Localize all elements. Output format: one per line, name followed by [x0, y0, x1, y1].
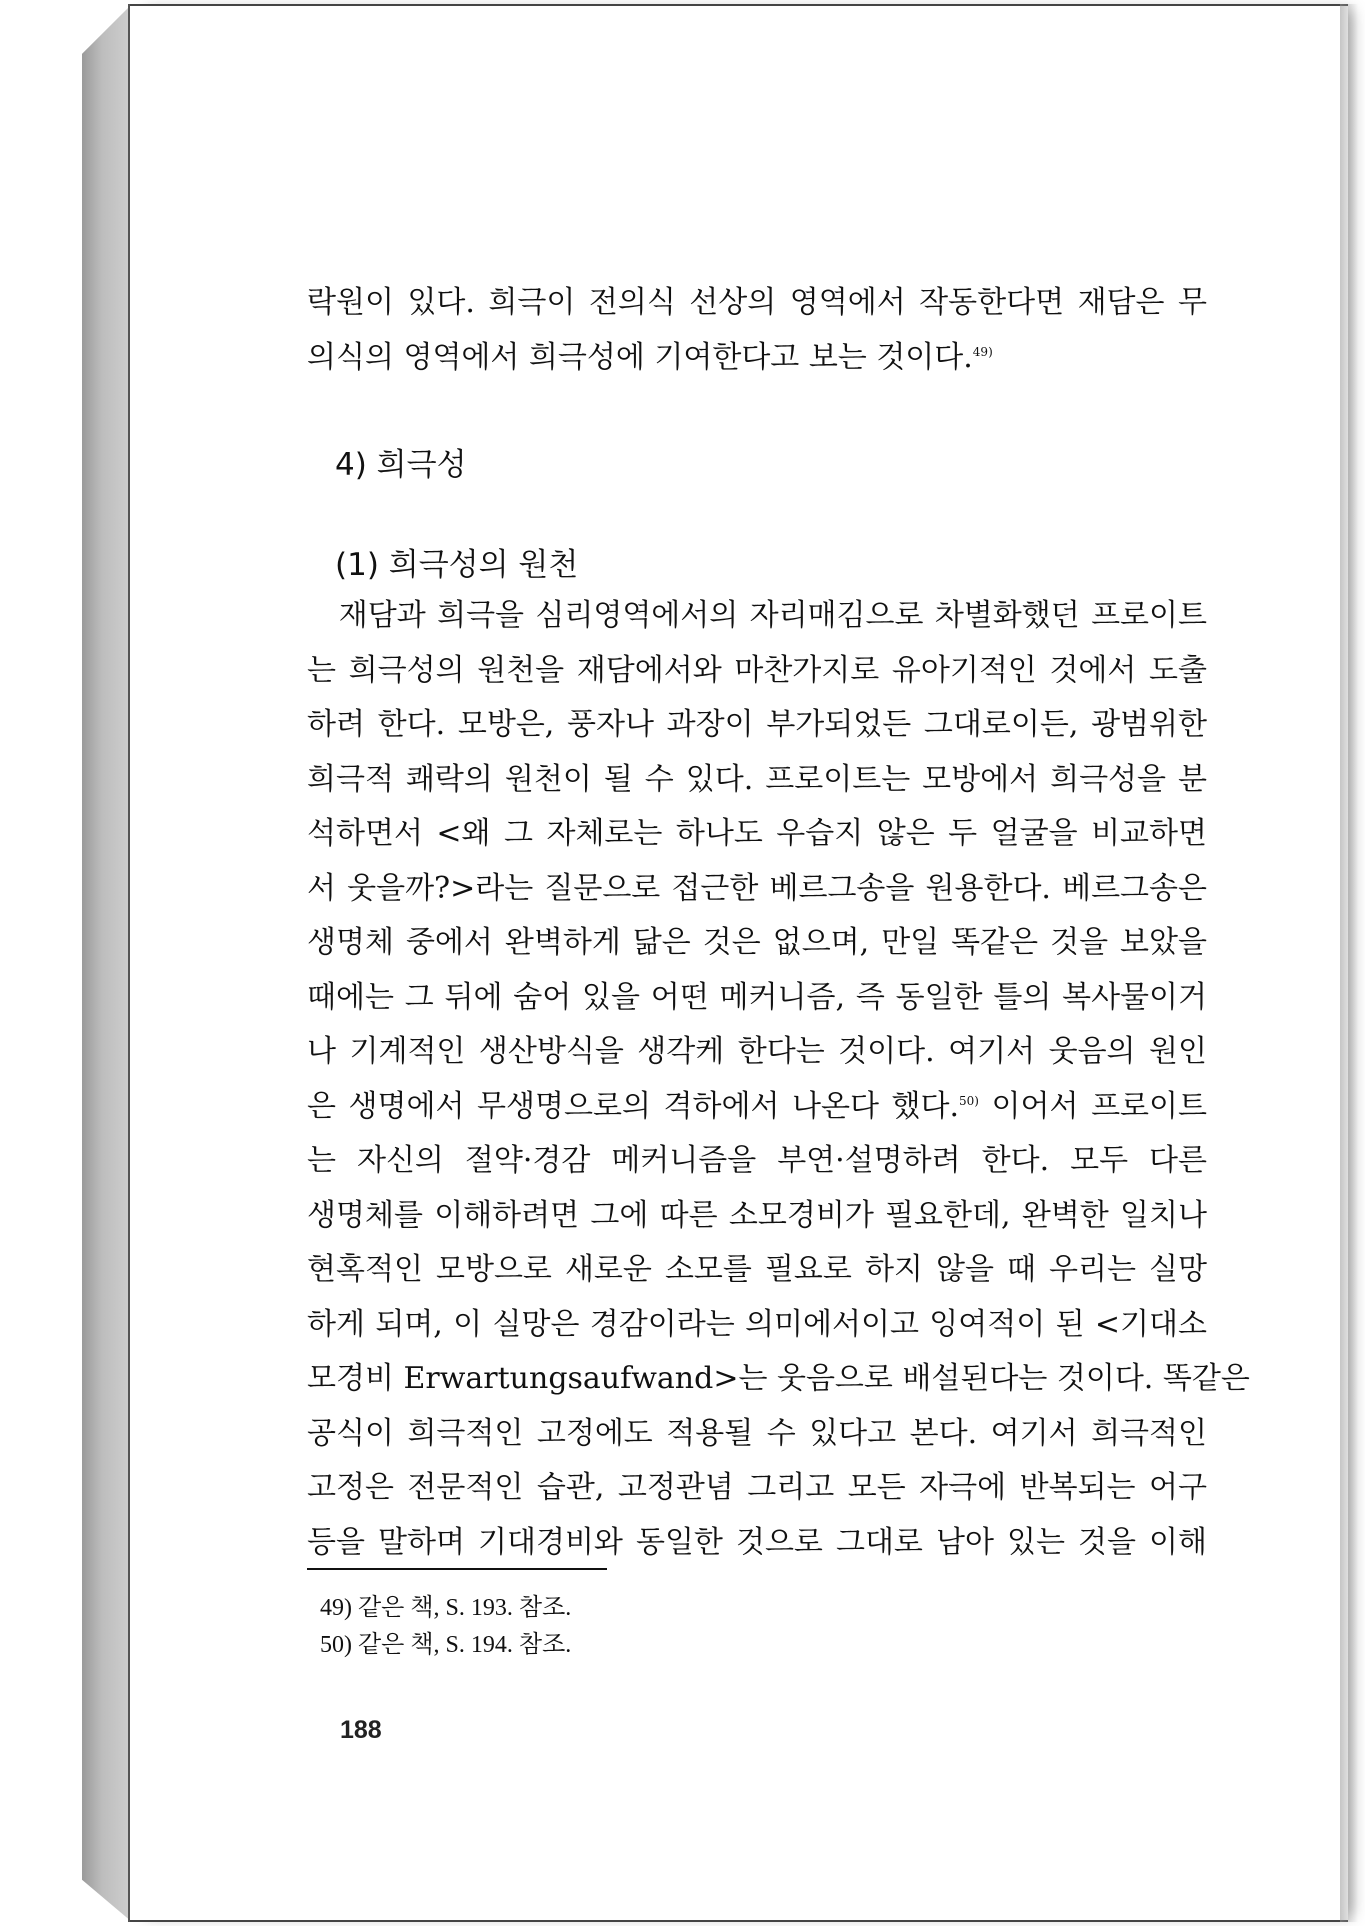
text-line: 희극적 쾌락의 원천이 될 수 있다. 프로이트는 모방에서 희극성을 분: [307, 761, 1207, 797]
text-line: 서 웃을까?>라는 질문으로 접근한 베르그송을 원용한다. 베르그송은: [307, 870, 1207, 906]
text-line: 락원이 있다. 희극이 전의식 선상의 영역에서 작동한다면 재담은 무: [307, 285, 1207, 320]
text-line: 생명체를 이해하려면 그에 따른 소모경비가 필요한데, 완벽한 일치나: [307, 1197, 1207, 1233]
text-line: 때에는 그 뒤에 숨어 있을 어떤 메커니즘, 즉 동일한 틀의 복사물이거: [307, 979, 1207, 1015]
text-line: [307, 1080, 1207, 1135]
footnote-reference[interactable]: 50): [959, 1093, 979, 1108]
book-page-edges: [82, 4, 132, 1922]
page-right-shadow: [1340, 4, 1358, 1922]
continued-paragraph: [307, 276, 1207, 385]
text-line: 는 자신의 절약·경감 메커니즘을 부연·설명하려 한다. 모두 다른: [307, 1143, 1207, 1178]
text-line-content: 의식의 영역에서 희극성에 기여한다고 보는 것이다.: [307, 339, 973, 375]
page-number: 188: [340, 1716, 382, 1744]
text-line: 현혹적인 모방으로 새로운 소모를 필요로 하지 않을 때 우리는 실망: [307, 1252, 1207, 1287]
text-line: 생명체 중에서 완벽하게 닮은 것은 없으며, 만일 똑같은 것을 보았을: [307, 925, 1207, 960]
footnotes: [320, 1590, 571, 1664]
page-binding-line: [128, 4, 130, 1922]
text-line: 석하면서 <왜 그 자체로는 하나도 우습지 않은 두 얼굴을 비교하면: [307, 816, 1207, 851]
text-line: 공식이 희극적인 고정에도 적용될 수 있다고 본다. 여기서 희극적인: [307, 1415, 1207, 1451]
text-line: 하려 한다. 모방은, 풍자나 과장이 부가되었든 그대로이든, 광범위한: [307, 707, 1207, 742]
text-line: 하게 되며, 이 실망은 경감이라는 의미에서이고 잉여적이 된 <기대소: [307, 1306, 1207, 1342]
footnote-50: 50) 같은 책, S. 194. 참조.: [320, 1632, 572, 1658]
subsection-heading: (1) 희극성의 원천: [335, 547, 579, 583]
text-line: [307, 331, 1207, 386]
text-line: 고정은 전문적인 습관, 고정관념 그리고 모든 자극에 반복되는 어구: [307, 1470, 1207, 1505]
body-paragraph: [307, 589, 1250, 1570]
text-line: 모경비 Erwartungsaufwand>는 웃음으로 배설된다는 것이다. 똑같은: [307, 1361, 1250, 1396]
footnote-49: 49) 같은 책, S. 193. 참조.: [320, 1595, 572, 1621]
footnote-reference[interactable]: 49): [972, 344, 993, 359]
text-line: 등을 말하며 기대경비와 동일한 것으로 그대로 남아 있는 것을 이해: [307, 1524, 1207, 1560]
text-line: 나 기계적인 생산방식을 생각케 한다는 것이다. 여기서 웃음의 원인: [307, 1034, 1207, 1069]
section-heading: 4) 희극성: [335, 447, 467, 483]
text-line: 는 희극성의 원천을 재담에서와 마찬가지로 유아기적인 것에서 도출: [307, 652, 1207, 688]
text-line-content: 이어서 프로이트: [978, 1088, 1207, 1124]
text-line: 재담과 희극을 심리영역에서의 자리매김으로 차별화했던 프로이트: [307, 598, 1207, 633]
footnote-divider: [307, 1568, 607, 1570]
text-line-content: 은 생명에서 무생명으로의 격하에서 나온다 했다.: [307, 1088, 960, 1124]
